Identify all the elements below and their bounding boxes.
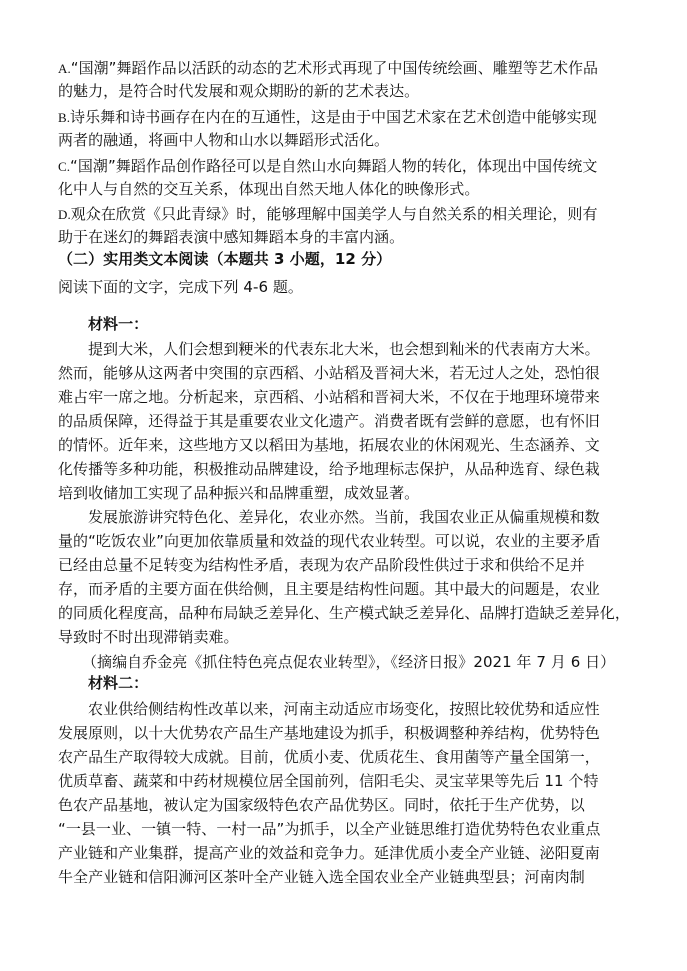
material1-p1-line-2: 然而，能够从这两者中突围的京西稻、小站稻及晋祠大米，若无过人之处，恐怕很 — [58, 364, 600, 382]
option-a-line-2: 的魅力，是符合时代发展和观众期盼的新的艺术表达。 — [58, 82, 420, 100]
option-d-line-2: 助于在迷幻的舞蹈表演中感知舞蹈本身的丰富内涵。 — [58, 228, 405, 246]
material1-p2-line-4: 存，而矛盾的主要方面在供给侧，且主要是结构性问题。其中最大的问题是，农业 — [58, 580, 600, 598]
option-b-text-1: 诗乐舞和诗书画存在内在的互通性，这是由于中国艺术家在艺术创造中能够实现 — [70, 108, 597, 126]
option-c-line-1 — [58, 155, 638, 178]
section-instruction: 阅读下面的文字，完成下列 4-6 题。 — [58, 278, 303, 296]
material2-line-3: 农产品生产取得较大成就。目前，优质小麦、优质花生、食用菌等产量全国第一， — [58, 748, 600, 766]
material2-line-8: 牛全产业链和信阳浉河区茶叶全产业链入选全国农业全产业链典型县；河南肉制 — [58, 868, 585, 886]
option-b-line-1 — [58, 106, 638, 129]
material1-label: 材料一： — [88, 315, 149, 333]
material2-line-4: 优质草畜、蔬菜和中药材规模位居全国前列，信阳毛尖、灵宝苹果等先后 11 个特 — [58, 772, 599, 790]
option-d-line-1 — [58, 203, 638, 226]
material2-line-6: “一县一业、一镇一特、一村一品”为抓手，以全产业链思维打造优势特色农业重点 — [58, 820, 601, 838]
material2-line-1: 农业供给侧结构性改革以来，河南主动适应市场变化，按照比较优势和适应性 — [88, 700, 600, 718]
option-c-letter: C. — [58, 159, 71, 174]
section-heading: （二）实用类文本阅读（本题共 3 小题，12 分） — [58, 250, 392, 268]
material2-label: 材料二： — [88, 674, 149, 692]
material1-p1-line-7: 培到收储加工实现了品种振兴和品牌重塑，成效显著。 — [58, 484, 420, 502]
material1-source: （摘编自乔金亮《抓住特色亮点促农业转型》，《经济日报》2021 年 7 月 6 日） — [82, 653, 616, 671]
material1-p1-line-1: 提到大米，人们会想到粳米的代表东北大米，也会想到籼米的代表南方大米。 — [88, 340, 600, 358]
option-a-letter: A. — [58, 61, 71, 76]
material2-line-2: 发展原则，以十大优势农产品生产基地建设为抓手，积极调整种养结构，优势特色 — [58, 724, 600, 742]
option-d-letter: D. — [58, 207, 71, 222]
option-b-letter: B. — [58, 110, 71, 125]
option-a-line-1 — [58, 57, 638, 80]
material2-line-7: 产业链和产业集群，提高产业的效益和竞争力。延津优质小麦全产业链、泌阳夏南 — [58, 844, 600, 862]
material1-p2-line-1: 发展旅游讲究特色化、差异化，农业亦然。当前，我国农业正从偏重规模和数 — [88, 508, 600, 526]
material1-p2-line-6: 导致时不时出现滞销卖难。 — [58, 628, 239, 646]
option-b-line-2: 两者的融通，将画中人物和山水以舞蹈形式活化。 — [58, 131, 390, 149]
material1-p1-line-6: 化传播等多种功能，积极推动品牌建设，给予地理标志保护，从品种选育、绿色栽 — [58, 460, 600, 478]
option-c-text-1: “国潮”舞蹈作品创作路径可以是自然山水向舞蹈人物的转化，体现出中国传统文 — [70, 157, 598, 175]
material1-p1-line-4: 的品质保障，还得益于其是重要农业文化遗产。消费者既有尝鲜的意愿，也有怀旧 — [58, 412, 600, 430]
material1-p1-line-5: 的情怀。近年来，这些地方又以稻田为基地，拓展农业的休闲观光、生态涵养、文 — [58, 436, 600, 454]
material1-p2-line-5: 的同质化程度高，品种布局缺乏差异化、生产模式缺乏差异化、品牌打造缺乏差异化， — [58, 604, 630, 622]
material2-line-5: 色农产品基地，被认定为国家级特色农产品优势区。同时，依托于生产优势，以 — [58, 796, 585, 814]
option-a-text-1: “国潮”舞蹈作品以活跃的动态的艺术形式再现了中国传统绘画、雕塑等艺术作品 — [70, 59, 599, 77]
material1-p2-line-2: 量的“吃饭农业”向更加依靠质量和效益的现代农业转型。可以说，农业的主要矛盾 — [58, 532, 601, 550]
material1-p2-line-3: 已经由总量不足转变为结构性矛盾，表现为农产品阶段性供过于求和供给不足并 — [58, 556, 585, 574]
material1-p1-line-3: 难占牢一席之地。分析起来，京西稻、小站稻和晋祠大米，不仅在于地理环境带来 — [58, 388, 600, 406]
option-c-line-2: 化中人与自然的交互关系，体现出自然天地人体化的映像形式。 — [58, 180, 480, 198]
option-d-text-1: 观众在欣赏《只此青绿》时，能够理解中国美学人与自然关系的相关理论，则有 — [70, 205, 598, 223]
